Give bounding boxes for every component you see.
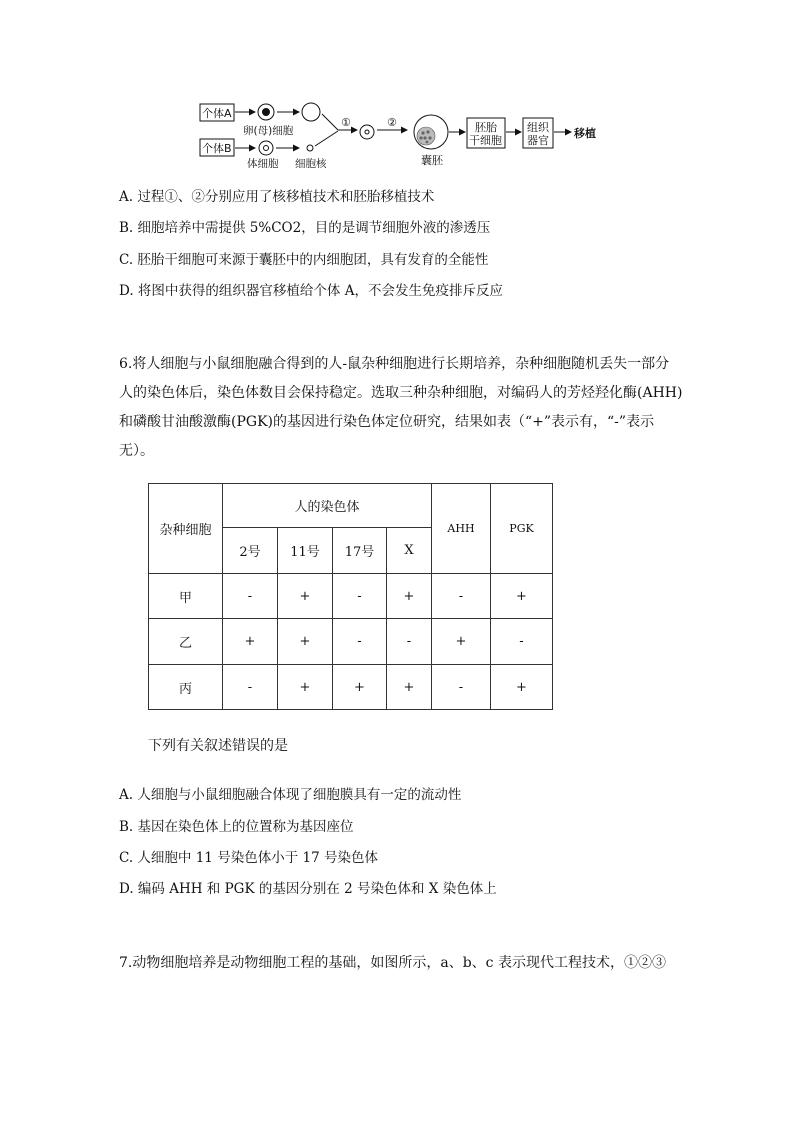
header-hybrid: 杂种细胞 [149, 484, 223, 574]
table-row [149, 619, 553, 665]
somatic-cell-label: 体细胞 [247, 158, 279, 168]
table-cell: + [223, 619, 278, 665]
organ-label-2: 器官 [527, 134, 549, 147]
table-cell: - [432, 665, 491, 710]
table-cell: + [387, 574, 432, 619]
table-cell: + [278, 665, 333, 710]
q5-option-b: B. 细胞培养中需提供 5%CO2，目的是调节细胞外液的渗透压 [119, 220, 491, 236]
subheader-chr11: 11号 [278, 528, 333, 574]
q6-stem-line-1: 6.将人细胞与小鼠细胞融合得到的人-鼠杂种细胞进行长期培养，杂种细胞随机丢失一部分 [119, 356, 670, 372]
individual-b-label: 个体B [202, 142, 232, 155]
subheader-chr17: 17号 [333, 528, 387, 574]
table-row [149, 574, 553, 619]
organ-label-1: 组织 [527, 121, 549, 134]
nucleus-label: 细胞核 [295, 158, 327, 168]
table-cell: + [387, 665, 432, 710]
subheader-chr2: 2号 [223, 528, 278, 574]
table-cell: + [278, 619, 333, 665]
q7-stem: 7.动物细胞培养是动物细胞工程的基础，如图所示，a、b、c 表示现代工程技术，①②③ [119, 955, 666, 971]
blastocyst-label: 囊胚 [421, 154, 443, 167]
table-cell: + [278, 574, 333, 619]
q5-option-a: A. 过程①、②分别应用了核移植技术和胚胎移植技术 [119, 189, 435, 205]
chromosome-table [148, 483, 553, 710]
stem-cell-label-2: 干细胞 [469, 134, 502, 147]
header-chromosomes: 人的染色体 [223, 484, 432, 528]
table-cell: + [491, 574, 553, 619]
subheader-chrx: X [387, 528, 432, 574]
reconstructed-cell-icon [360, 125, 374, 139]
row-name: 甲 [149, 574, 223, 619]
q6-option-d: D. 编码 AHH 和 PGK 的基因分别在 2 号染色体和 X 染色体上 [119, 881, 497, 897]
egg-cell-label: 卵(母)细胞 [243, 125, 294, 137]
q6-stem-line-2: 人的染色体后，染色体数目会保持稳定。选取三种杂种细胞，对编码人的芳烃羟化酶(AHH) [119, 385, 683, 401]
table-cell: - [333, 574, 387, 619]
blastocyst-icon [414, 115, 448, 149]
table-cell: - [491, 619, 553, 665]
table-row [149, 665, 553, 710]
step-2-label: ② [387, 116, 397, 129]
table-cell: - [223, 574, 278, 619]
transplant-label: 移植 [574, 127, 596, 140]
table-cell: + [333, 665, 387, 710]
table-cell: - [223, 665, 278, 710]
row-name: 乙 [149, 619, 223, 665]
individual-a-label: 个体A [202, 107, 232, 120]
table-cell: + [432, 619, 491, 665]
nucleus-icon [307, 145, 313, 151]
table-cell: - [333, 619, 387, 665]
q5-option-c: C. 胚胎干细胞可来源于囊胚中的内细胞团，具有发育的全能性 [119, 252, 489, 268]
row-name: 丙 [149, 665, 223, 710]
table-cell: + [491, 665, 553, 710]
q6-prompt: 下列有关叙述错误的是 [148, 738, 288, 754]
header-ahh: AHH [432, 484, 491, 574]
enucleated-egg-icon [302, 103, 320, 121]
step-1-label: ① [341, 116, 351, 129]
q6-option-a: A. 人细胞与小鼠细胞融合体现了细胞膜具有一定的流动性 [119, 787, 462, 803]
stem-cell-label-1: 胚胎 [475, 121, 497, 134]
q6-stem-line-3: 和磷酸甘油酸激酶(PGK)的基因进行染色体定位研究，结果如表（“+”表示有，“-”表示 [119, 414, 655, 430]
q6-option-c: C. 人细胞中 11 号染色体小于 17 号染色体 [119, 850, 378, 866]
table-cell: - [432, 574, 491, 619]
table-cell: - [387, 619, 432, 665]
q6-option-b: B. 基因在染色体上的位置称为基因座位 [119, 819, 354, 835]
cloning-flow-diagram [195, 98, 615, 168]
q6-stem [119, 350, 683, 466]
somatic-cell-icon [259, 141, 273, 155]
header-pgk: PGK [491, 484, 553, 574]
q6-stem-line-4: 无）。 [119, 443, 154, 459]
q5-option-d: D. 将图中获得的组织器官移植给个体 A，不会发生免疫排斥反应 [119, 283, 503, 299]
